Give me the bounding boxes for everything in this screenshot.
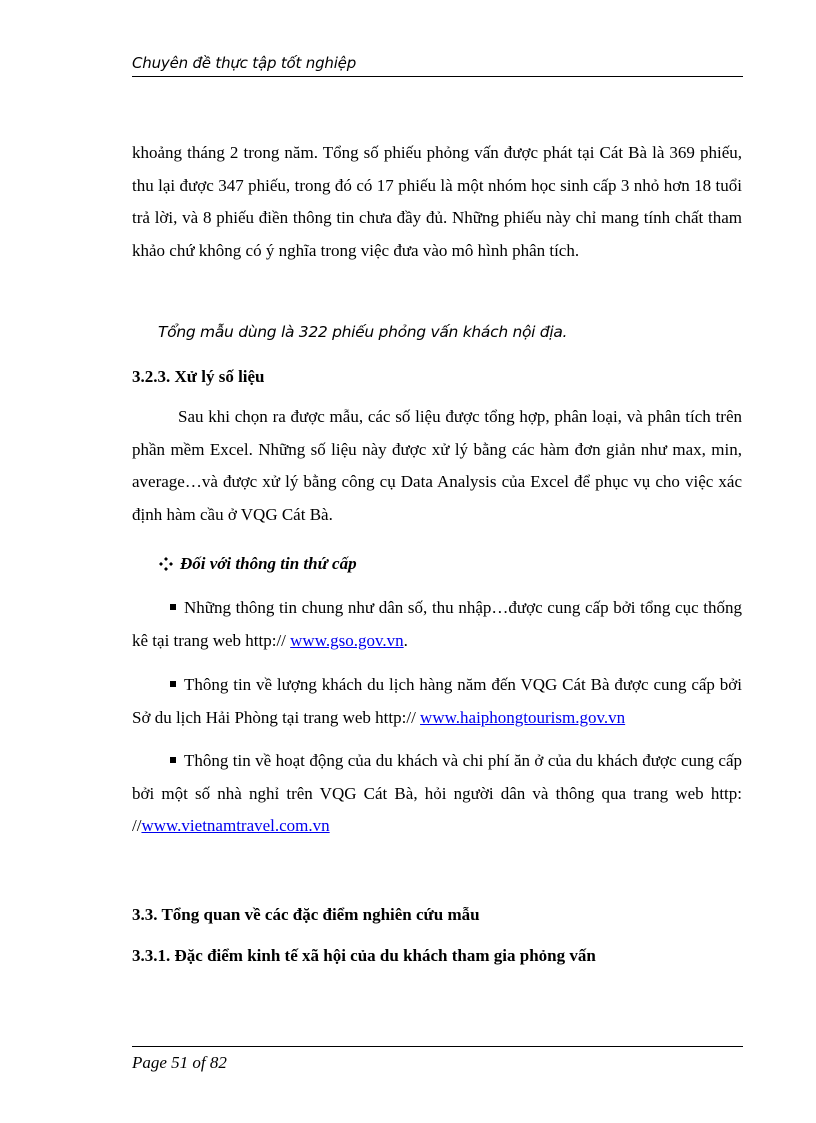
section-3-2-3-paragraph: Sau khi chọn ra được mẫu, các số liệu được tổng hợp, phân loại, và phân tích trên phần mềm Excel. Những số liệu này được xử lý bằng các hàm đơn giản như max, min, average…và được xử lý bằng công cụ Data Analysis của Excel để phục vụ cho việc xác định hàm cầu ở VQG Cát Bà. — [132, 407, 742, 524]
four-diamond-bullet-icon — [158, 556, 174, 572]
section-3-3-heading: 3.3. Tổng quan về các đặc điểm nghiên cứu mẫu — [132, 905, 480, 924]
secondary-item-1 — [132, 592, 742, 657]
page-footer — [132, 1046, 743, 1075]
page-number: Page 51 of 82 — [132, 1053, 227, 1072]
secondary-item-3 — [132, 745, 742, 843]
secondary-item-3-text: Thông tin về hoạt động của du khách và chi phí ăn ở của du khách được cung cấp bởi một số nhà nghỉ trên VQG Cát Bà, hỏi người dân và thông qua trang web http: // — [132, 751, 742, 835]
header-title: Chuyên đề thực tập tốt nghiệp — [132, 54, 357, 72]
page-header — [132, 52, 743, 77]
square-bullet-icon — [170, 757, 176, 763]
vietnamtravel-link[interactable]: www.vietnamtravel.com.vn — [141, 816, 330, 835]
secondary-item-2-text: Thông tin về lượng khách du lịch hàng năm đến VQG Cát Bà được cung cấp bởi Sở du lịch Hải Phòng tại trang web http:// — [132, 675, 742, 727]
sample-note: Tổng mẫu dùng là 322 phiếu phỏng vấn khách nội địa. — [158, 323, 568, 341]
gso-link[interactable]: www.gso.gov.vn — [290, 630, 404, 650]
square-bullet-icon — [170, 604, 176, 610]
secondary-item-1-suffix: . — [403, 630, 408, 650]
square-bullet-icon — [170, 681, 176, 687]
section-3-3-1-heading: 3.3.1. Đặc điểm kinh tế xã hội của du khách tham gia phỏng vấn — [132, 946, 596, 965]
intro-paragraph: khoảng tháng 2 trong năm. Tổng số phiếu phỏng vấn được phát tại Cát Bà là 369 phiếu, thu lại được 347 phiếu, trong đó có 17 phiếu là một nhóm học sinh cấp 3 nhỏ hơn 18 tuổi trả lời, và 8 phiếu điền thông tin chưa đầy đủ. Những phiếu này chỉ mang tính chất tham khảo chứ không có ý nghĩa trong việc đưa vào mô hình phân tích. — [132, 143, 742, 260]
secondary-info-heading — [158, 553, 357, 575]
secondary-item-2 — [132, 669, 742, 734]
secondary-item-1-text: Những thông tin chung như dân số, thu nhập…được cung cấp bởi tổng cục thống kê tại trang web http:// — [132, 598, 742, 650]
secondary-info-heading-text: Đối với thông tin thứ cấp — [180, 554, 357, 573]
haiphongtourism-link[interactable]: www.haiphongtourism.gov.vn — [420, 707, 626, 727]
section-3-2-3-heading: 3.2.3. Xử lý số liệu — [132, 367, 265, 386]
